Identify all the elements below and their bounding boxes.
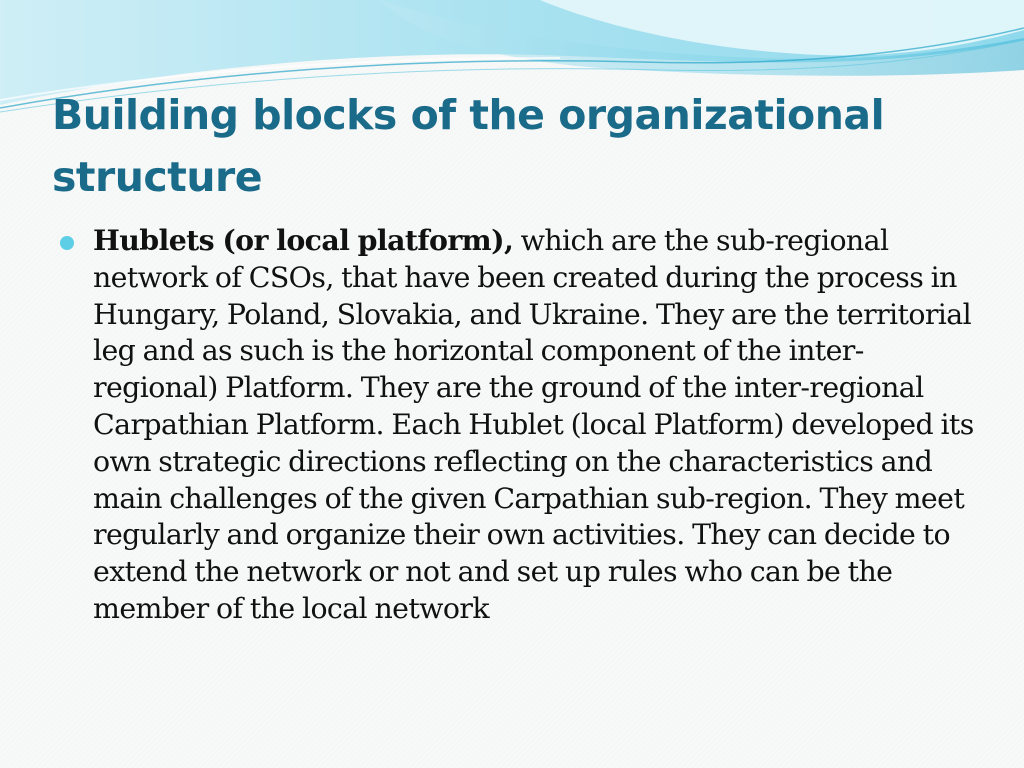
bullet-lead-text: Hublets (or local platform),: [93, 223, 514, 257]
bullet-text: [93, 222, 980, 628]
bullet-body-text: which are the sub-regional network of CSOs, that have been created during the process in Hungary, Poland, Slovakia, and Ukraine. They are the territorial leg and as such is the horizontal component of the inter-regional) Platform. They are the ground of the inter-regional Carpathian Platform. Each Hublet (local Platform) developed its own strategic directions reflecting on the characteristics and main challenges of the given Carpathian sub-region. They meet regularly and organize their own activities. They can decide to extend the network or not and set up rules who can be the member of the local network: [93, 224, 974, 625]
bullet-list: [60, 222, 980, 628]
bullet-icon: [60, 236, 74, 250]
slide-title: Building blocks of the organizational structure: [52, 91, 885, 201]
bullet-item: [60, 222, 980, 628]
